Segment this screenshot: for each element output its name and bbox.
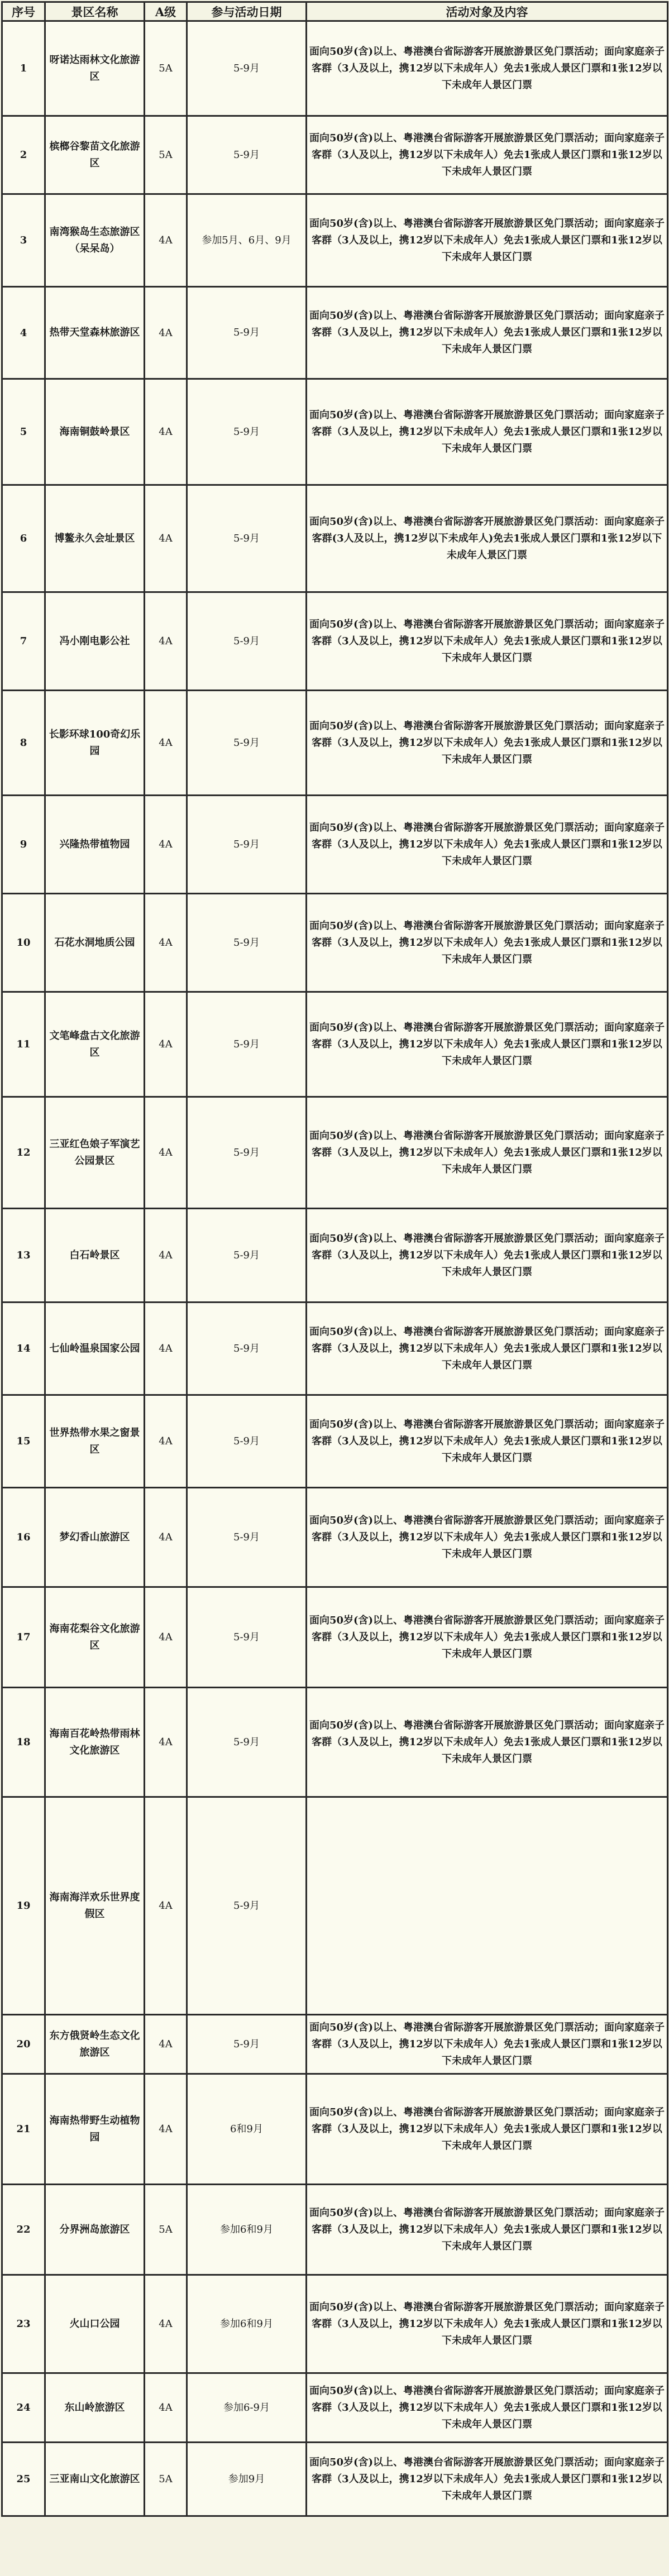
table-row xyxy=(2,21,668,116)
row-number: 1 xyxy=(2,21,45,116)
scenic-area-name: 东方俄贤岭生态文化旅游区 xyxy=(45,2015,145,2074)
activity-content: 面向50岁(含)以上、粤港澳台省际游客开展旅游景区免门票活动；面向家庭亲子客群（3人及以上，携12岁以下未成年人）免去1张成人景区门票和1张12岁以下未成年人景区门票 xyxy=(307,1303,668,1395)
row-number: 11 xyxy=(2,992,45,1097)
row-number: 22 xyxy=(2,2185,45,2275)
activity-date: 5-9月 xyxy=(187,1209,307,1303)
a-level: 4A xyxy=(145,1587,187,1688)
table-row xyxy=(2,116,668,194)
row-number: 9 xyxy=(2,796,45,894)
scenic-area-name: 兴隆热带植物园 xyxy=(45,796,145,894)
activity-content: 面向50岁(含)以上、粤港澳台省际游客开展旅游景区免门票活动；面向家庭亲子客群（3人及以上，携12岁以下未成年人）免去1张成人景区门票和1张12岁以下未成年人景区门票 xyxy=(307,1688,668,1797)
scenic-area-name: 南湾猴岛生态旅游区（呆呆岛） xyxy=(45,194,145,287)
scenic-area-name: 槟榔谷黎苗文化旅游区 xyxy=(45,116,145,194)
a-level: 4A xyxy=(145,194,187,287)
scenic-area-name: 七仙岭温泉国家公园 xyxy=(45,1303,145,1395)
activity-content: 面向50岁(含)以上、粤港澳台省际游客开展旅游景区免门票活动：面向家庭亲子客群(3人及以上，携12岁以下未成年人)免去1张成人景区门票和1张12岁以下未成年人景区门票 xyxy=(307,485,668,592)
row-number: 4 xyxy=(2,287,45,379)
activity-date: 5-9月 xyxy=(187,592,307,691)
header-content: 活动对象及内容 xyxy=(307,2,668,21)
activity-content xyxy=(307,1797,668,2015)
activity-date: 参加5月、6月、9月 xyxy=(187,194,307,287)
activity-date: 5-9月 xyxy=(187,379,307,485)
activity-content: 面向50岁(含)以上、粤港澳台省际游客开展旅游景区免门票活动；面向家庭亲子客群（3人及以上，携12岁以下未成年人）免去1张成人景区门票和1张12岁以下未成年人景区门票 xyxy=(307,2074,668,2185)
table-row xyxy=(2,2443,668,2516)
table-row xyxy=(2,194,668,287)
table-row xyxy=(2,1688,668,1797)
table-row xyxy=(2,2015,668,2074)
scenic-area-name: 分界洲岛旅游区 xyxy=(45,2185,145,2275)
activity-date: 5-9月 xyxy=(187,1587,307,1688)
activity-content: 面向50岁(含)以上、粤港澳台省际游客开展旅游景区免门票活动；面向家庭亲子客群（3人及以上，携12岁以下未成年人）免去1张成人景区门票和1张12岁以下未成年人景区门票 xyxy=(307,894,668,992)
activity-content: 面向50岁(含)以上、粤港澳台省际游客开展旅游景区免门票活动；面向家庭亲子客群（3人及以上，携12岁以下未成年人）免去1张成人景区门票和1张12岁以下未成年人景区门票 xyxy=(307,379,668,485)
row-number: 6 xyxy=(2,485,45,592)
table-row xyxy=(2,2275,668,2373)
activity-content: 面向50岁(含)以上、粤港澳台省际游客开展旅游景区免门票活动；面向家庭亲子客群（3人及以上，携12岁以下未成年人）免去1张成人景区门票和1张12岁以下未成年人景区门票 xyxy=(307,796,668,894)
table-row xyxy=(2,1209,668,1303)
table-row xyxy=(2,1395,668,1488)
a-level: 4A xyxy=(145,485,187,592)
activity-content: 面向50岁(含)以上、粤港澳台省际游客开展旅游景区免门票活动；面向家庭亲子客群（3人及以上，携12岁以下未成年人）免去1张成人景区门票和1张12岁以下未成年人景区门票 xyxy=(307,194,668,287)
scenic-area-name: 长影环球100奇幻乐园 xyxy=(45,691,145,796)
activity-content: 面向50岁(含)以上、粤港澳台省际游客开展旅游景区免门票活动；面向家庭亲子客群（3人及以上，携12岁以下未成年人）免去1张成人景区门票和1张12岁以下未成年人景区门票 xyxy=(307,592,668,691)
row-number: 10 xyxy=(2,894,45,992)
activity-date: 5-9月 xyxy=(187,485,307,592)
row-number: 8 xyxy=(2,691,45,796)
a-level: 4A xyxy=(145,1488,187,1587)
activity-date: 5-9月 xyxy=(187,287,307,379)
a-level: 4A xyxy=(145,1303,187,1395)
scenic-area-name: 火山口公园 xyxy=(45,2275,145,2373)
scenic-area-name: 海南热带野生动植物园 xyxy=(45,2074,145,2185)
scenic-area-name: 海南百花岭热带雨林文化旅游区 xyxy=(45,1688,145,1797)
activity-date: 5-9月 xyxy=(187,116,307,194)
a-level: 5A xyxy=(145,2185,187,2275)
a-level: 4A xyxy=(145,379,187,485)
a-level: 4A xyxy=(145,287,187,379)
activity-date: 5-9月 xyxy=(187,894,307,992)
scenic-area-table xyxy=(1,1,668,2517)
a-level: 4A xyxy=(145,1097,187,1209)
a-level: 4A xyxy=(145,691,187,796)
a-level: 4A xyxy=(145,1797,187,2015)
activity-content: 面向50岁(含)以上、粤港澳台省际游客开展旅游景区免门票活动；面向家庭亲子客群（3人及以上，携12岁以下未成年人）免去1张成人景区门票和1张12岁以下未成年人景区门票 xyxy=(307,2443,668,2516)
row-number: 16 xyxy=(2,1488,45,1587)
table-row xyxy=(2,485,668,592)
scenic-area-name: 海南铜鼓岭景区 xyxy=(45,379,145,485)
activity-date: 5-9月 xyxy=(187,1488,307,1587)
activity-date: 5-9月 xyxy=(187,992,307,1097)
activity-date: 5-9月 xyxy=(187,1688,307,1797)
row-number: 20 xyxy=(2,2015,45,2074)
activity-date: 参加6和9月 xyxy=(187,2275,307,2373)
activity-content: 面向50岁(含)以上、粤港澳台省际游客开展旅游景区免门票活动；面向家庭亲子客群（3人及以上，携12岁以下未成年人）免去1张成人景区门票和1张12岁以下未成年人景区门票 xyxy=(307,287,668,379)
row-number: 21 xyxy=(2,2074,45,2185)
table-row xyxy=(2,2074,668,2185)
table-row xyxy=(2,1488,668,1587)
activity-content: 面向50岁(含)以上、粤港澳台省际游客开展旅游景区免门票活动；面向家庭亲子客群（3人及以上，携12岁以下未成年人）免去1张成人景区门票和1张12岁以下未成年人景区门票 xyxy=(307,21,668,116)
scenic-area-name: 博鳌永久会址景区 xyxy=(45,485,145,592)
scenic-area-name: 海南花梨谷文化旅游区 xyxy=(45,1587,145,1688)
a-level: 4A xyxy=(145,1688,187,1797)
row-number: 14 xyxy=(2,1303,45,1395)
a-level: 4A xyxy=(145,2275,187,2373)
a-level: 4A xyxy=(145,1209,187,1303)
activity-content: 面向50岁(含)以上、粤港澳台省际游客开展旅游景区免门票活动；面向家庭亲子客群（3人及以上，携12岁以下未成年人）免去1张成人景区门票和1张12岁以下未成年人景区门票 xyxy=(307,116,668,194)
table-row xyxy=(2,796,668,894)
activity-content: 面向50岁(含)以上、粤港澳台省际游客开展旅游景区免门票活动；面向家庭亲子客群（3人及以上，携12岁以下未成年人）免去1张成人景区门票和1张12岁以下未成年人景区门票 xyxy=(307,1488,668,1587)
scenic-area-name: 海南海洋欢乐世界度假区 xyxy=(45,1797,145,2015)
table-row xyxy=(2,2185,668,2275)
a-level: 4A xyxy=(145,796,187,894)
header-no: 序号 xyxy=(2,2,45,21)
table-body xyxy=(2,21,668,2516)
table-row xyxy=(2,1797,668,2015)
scenic-area-name: 白石岭景区 xyxy=(45,1209,145,1303)
activity-content: 面向50岁(含)以上、粤港澳台省际游客开展旅游景区免门票活动；面向家庭亲子客群（3人及以上，携12岁以下未成年人）免去1张成人景区门票和1张12岁以下未成年人景区门票 xyxy=(307,1209,668,1303)
a-level: 4A xyxy=(145,2074,187,2185)
a-level: 5A xyxy=(145,2443,187,2516)
activity-content: 面向50岁(含)以上、粤港澳台省际游客开展旅游景区免门票活动；面向家庭亲子客群（3人及以上，携12岁以下未成年人）免去1张成人景区门票和1张12岁以下未成年人景区门票 xyxy=(307,992,668,1097)
table-row xyxy=(2,894,668,992)
row-number: 12 xyxy=(2,1097,45,1209)
scenic-area-name: 东山岭旅游区 xyxy=(45,2373,145,2443)
scenic-area-name: 三亚红色娘子军演艺公园景区 xyxy=(45,1097,145,1209)
row-number: 19 xyxy=(2,1797,45,2015)
row-number: 24 xyxy=(2,2373,45,2443)
table-row xyxy=(2,1097,668,1209)
a-level: 4A xyxy=(145,2015,187,2074)
row-number: 23 xyxy=(2,2275,45,2373)
row-number: 18 xyxy=(2,1688,45,1797)
a-level: 4A xyxy=(145,592,187,691)
scenic-area-name: 冯小刚电影公社 xyxy=(45,592,145,691)
a-level: 5A xyxy=(145,116,187,194)
row-number: 2 xyxy=(2,116,45,194)
row-number: 7 xyxy=(2,592,45,691)
activity-content: 面向50岁(含)以上、粤港澳台省际游客开展旅游景区免门票活动；面向家庭亲子客群（3人及以上，携12岁以下未成年人）免去1张成人景区门票和1张12岁以下未成年人景区门票 xyxy=(307,1097,668,1209)
table-row xyxy=(2,691,668,796)
row-number: 17 xyxy=(2,1587,45,1688)
header-name: 景区名称 xyxy=(45,2,145,21)
table-row xyxy=(2,592,668,691)
table-row xyxy=(2,1587,668,1688)
activity-date: 5-9月 xyxy=(187,796,307,894)
activity-content: 面向50岁(含)以上、粤港澳台省际游客开展旅游景区免门票活动；面向家庭亲子客群（3人及以上，携12岁以下未成年人）免去1张成人景区门票和1张12岁以下未成年人景区门票 xyxy=(307,691,668,796)
scenic-area-name: 文笔峰盘古文化旅游区 xyxy=(45,992,145,1097)
activity-date: 参加6-9月 xyxy=(187,2373,307,2443)
activity-content: 面向50岁(含)以上、粤港澳台省际游客开展旅游景区免门票活动；面向家庭亲子客群（3人及以上，携12岁以下未成年人）免去1张成人景区门票和1张12岁以下未成年人景区门票 xyxy=(307,2275,668,2373)
activity-date: 5-9月 xyxy=(187,1797,307,2015)
activity-date: 5-9月 xyxy=(187,1097,307,1209)
a-level: 4A xyxy=(145,894,187,992)
activity-date: 参加6和9月 xyxy=(187,2185,307,2275)
row-number: 13 xyxy=(2,1209,45,1303)
scenic-area-name: 世界热带水果之窗景区 xyxy=(45,1395,145,1488)
table-header-row xyxy=(2,2,668,21)
row-number: 25 xyxy=(2,2443,45,2516)
activity-date: 参加9月 xyxy=(187,2443,307,2516)
row-number: 15 xyxy=(2,1395,45,1488)
row-number: 5 xyxy=(2,379,45,485)
activity-content: 面向50岁(含)以上、粤港澳台省际游客开展旅游景区免门票活动；面向家庭亲子客群（3人及以上，携12岁以下未成年人）免去1张成人景区门票和1张12岁以下未成年人景区门票 xyxy=(307,2015,668,2074)
activity-date: 5-9月 xyxy=(187,1303,307,1395)
scenic-area-name: 呀诺达雨林文化旅游区 xyxy=(45,21,145,116)
scenic-area-name: 石花水洞地质公园 xyxy=(45,894,145,992)
scenic-area-name: 三亚南山文化旅游区 xyxy=(45,2443,145,2516)
a-level: 4A xyxy=(145,1395,187,1488)
table-row xyxy=(2,1303,668,1395)
table-row xyxy=(2,379,668,485)
header-date: 参与活动日期 xyxy=(187,2,307,21)
table-row xyxy=(2,992,668,1097)
activity-content: 面向50岁(含)以上、粤港澳台省际游客开展旅游景区免门票活动；面向家庭亲子客群（3人及以上，携12岁以下未成年人）免去1张成人景区门票和1张12岁以下未成年人景区门票 xyxy=(307,1395,668,1488)
activity-date: 6和9月 xyxy=(187,2074,307,2185)
a-level: 4A xyxy=(145,2373,187,2443)
activity-content: 面向50岁(含)以上、粤港澳台省际游客开展旅游景区免门票活动；面向家庭亲子客群（3人及以上，携12岁以下未成年人）免去1张成人景区门票和1张12岁以下未成年人景区门票 xyxy=(307,2185,668,2275)
activity-date: 5-9月 xyxy=(187,21,307,116)
activity-date: 5-9月 xyxy=(187,1395,307,1488)
table-row xyxy=(2,2373,668,2443)
table-row xyxy=(2,287,668,379)
a-level: 5A xyxy=(145,21,187,116)
scenic-area-name: 梦幻香山旅游区 xyxy=(45,1488,145,1587)
activity-date: 5-9月 xyxy=(187,691,307,796)
activity-content: 面向50岁(含)以上、粤港澳台省际游客开展旅游景区免门票活动；面向家庭亲子客群（3人及以上，携12岁以下未成年人）免去1张成人景区门票和1张12岁以下未成年人景区门票 xyxy=(307,1587,668,1688)
scenic-area-name: 热带天堂森林旅游区 xyxy=(45,287,145,379)
activity-content: 面向50岁(含)以上、粤港澳台省际游客开展旅游景区免门票活动；面向家庭亲子客群（3人及以上，携12岁以下未成年人）免去1张成人景区门票和1张12岁以下未成年人景区门票 xyxy=(307,2373,668,2443)
header-level: A级 xyxy=(145,2,187,21)
row-number: 3 xyxy=(2,194,45,287)
activity-date: 5-9月 xyxy=(187,2015,307,2074)
a-level: 4A xyxy=(145,992,187,1097)
